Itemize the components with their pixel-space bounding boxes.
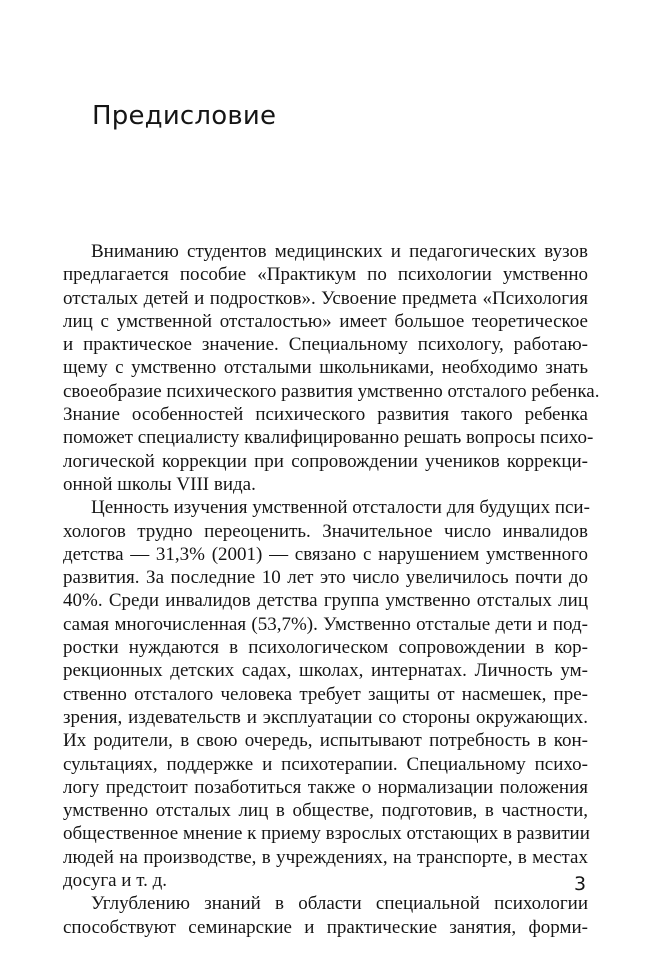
text-line: людей на производстве, в учреждениях, на транспорте, в местах xyxy=(63,846,588,868)
page-number: 3 xyxy=(574,873,587,895)
text-line: предлагается пособие «Практикум по психологии умственно xyxy=(63,264,588,286)
text-line: лиц с умственной отсталостью» имеет большое теоретическое xyxy=(63,310,588,332)
page-title: Предисловие xyxy=(92,101,277,131)
text-line: отсталых детей и подростков». Усвоение предмета «Психология xyxy=(63,287,588,309)
text-line: детства — 31,3% (2001) — связано с нарушением умственного xyxy=(63,543,588,565)
text-line: щему с умственно отсталыми школьниками, необходимо знать xyxy=(63,357,588,379)
text-line: своеобразие психического развития умственно отсталого ребенка. xyxy=(63,380,600,402)
text-line: развития. За последние 10 лет это число увеличилось почти до xyxy=(63,567,588,589)
text-line: ственно отсталого человека требует защиты от насмешек, пре- xyxy=(63,683,588,705)
text-line: и практическое значение. Специальному психологу, работаю- xyxy=(63,334,588,356)
body-text xyxy=(63,240,600,939)
paragraph xyxy=(63,496,588,892)
text-line: поможет специалисту квалифицированно решать вопросы психо- xyxy=(63,427,594,449)
paragraph xyxy=(63,240,600,496)
text-line: логу предстоит позаботиться также о нормализации положения xyxy=(63,776,588,798)
text-line: умственно отсталых лиц в обществе, подготовив, в частности, xyxy=(63,800,588,822)
text-line: сультациях, поддержке и психотерапии. Специальному психо- xyxy=(63,753,588,775)
text-line: рекционных детских садах, школах, интернатах. Личность ум- xyxy=(63,660,588,682)
text-line: общественное мнение к приему взрослых отстающих в развитии xyxy=(63,823,590,845)
text-line: способствуют семинарские и практические занятия, форми- xyxy=(63,916,588,938)
text-line: досуга и т. д. xyxy=(63,870,168,892)
text-line: Их родители, в свою очередь, испытывают потребность в кон- xyxy=(63,730,588,752)
text-line: Ценность изучения умственной отсталости для будущих пси- xyxy=(91,497,590,519)
text-line: ростки нуждаются в психологическом сопровождении в кор- xyxy=(63,637,588,659)
text-line: хологов трудно переоценить. Значительное число инвалидов xyxy=(63,520,588,542)
text-line: зрения, издевательств и эксплуатации со стороны окружающих. xyxy=(63,706,588,728)
paragraph xyxy=(63,892,588,939)
text-line: онной школы VIII вида. xyxy=(63,473,256,495)
text-line: Знание особенностей психического развития такого ребенка xyxy=(63,404,588,426)
text-line: самая многочисленная (53,7%). Умственно отсталые дети и под- xyxy=(63,613,588,635)
text-line: 40%. Среди инвалидов детства группа умственно отсталых лиц xyxy=(63,590,588,612)
text-line: логической коррекции при сопровождении учеников коррекци- xyxy=(63,450,588,472)
text-line: Углублению знаний в области специальной психологии xyxy=(91,893,588,915)
text-line: Вниманию студентов медицинских и педагогических вузов xyxy=(91,241,588,262)
